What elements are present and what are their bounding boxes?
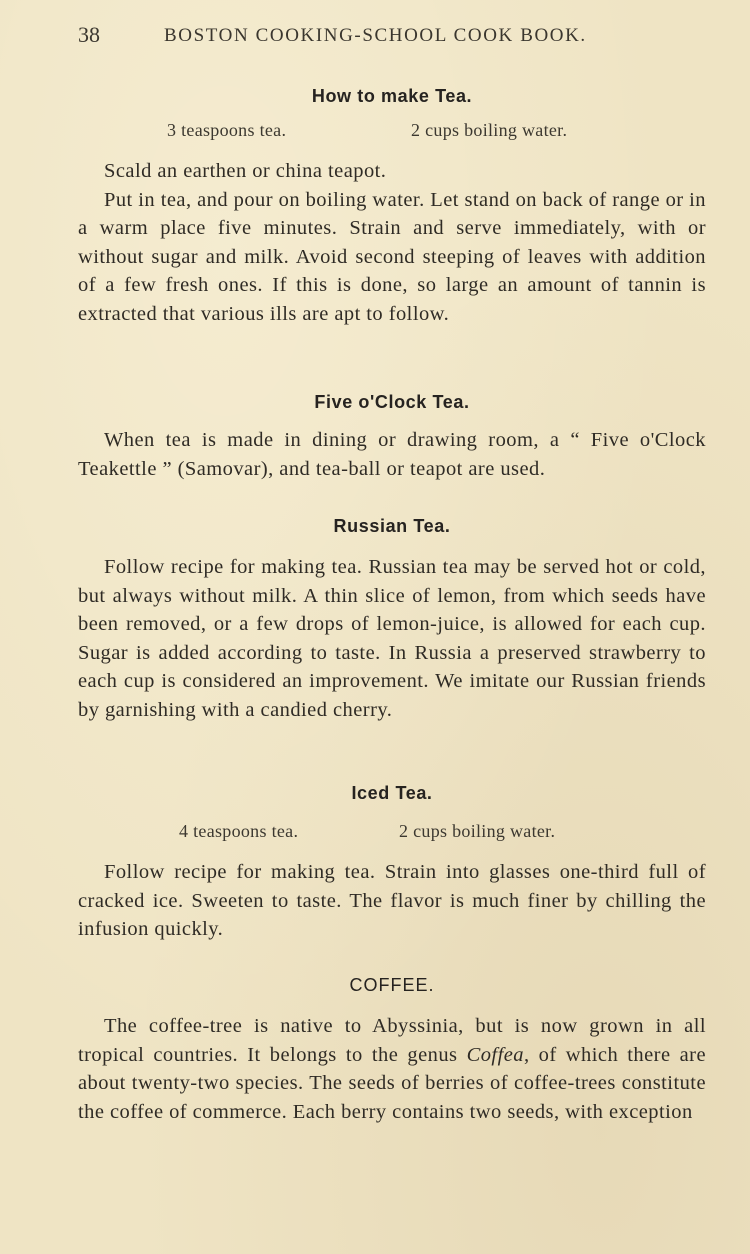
body-five-oclock-tea bbox=[78, 426, 706, 483]
paragraph-iced-tea: Follow recipe for making tea. Strain into glasses one-third full of cracked ice. Sweeten to taste. The flavor is much finer by chilling the infusion quickly. bbox=[78, 861, 706, 941]
book-title: BOSTON COOKING-SCHOOL COOK BOOK. bbox=[164, 25, 587, 46]
section-heading-how-to-make-tea: How to make Tea. bbox=[311, 86, 473, 106]
body-coffee bbox=[78, 1012, 706, 1126]
ingredient-water: 2 cups boiling water. bbox=[399, 821, 556, 841]
page-number: 38 bbox=[78, 22, 100, 47]
section-heading-russian-tea: Russian Tea. bbox=[333, 516, 451, 536]
ingredient-tea: 3 teaspoons tea. bbox=[167, 120, 287, 140]
paragraph-five-oclock-tea: When tea is made in dining or drawing room, a “ Five o'Clock Teakettle ” (Samovar), and tea-ball or teapot are used. bbox=[78, 429, 706, 480]
paragraph-scald-teapot: Scald an earthen or china teapot. bbox=[104, 160, 387, 182]
section-heading-five-oclock-tea: Five o'Clock Tea. bbox=[314, 392, 470, 412]
paragraph-steeping: Put in tea, and pour on boiling water. Let stand on back of range or in a warm place five minutes. Strain and serve immediately, with or without sugar and milk. Avoid second steeping of leaves with addition of a few fresh ones. If this is done, so large an amount of tannin is extracted that various ills are apt to follow. bbox=[78, 188, 706, 325]
coffee-text-start: The coffee-tree is native to Abyssinia, but is now grown in all tropical countries. It belongs to the genus bbox=[78, 1015, 706, 1066]
body-russian-tea bbox=[78, 553, 706, 725]
section-heading-iced-tea: Iced Tea. bbox=[351, 783, 433, 803]
ingredient-water: 2 cups boiling water. bbox=[411, 120, 568, 140]
section-heading-coffee: COFFEE. bbox=[349, 975, 435, 995]
paragraph-russian-tea: Follow recipe for making tea. Russian tea may be served hot or cold, but always without milk. A thin slice of lemon, from which seeds have been removed, or a few drops of lemon-juice, is allowed for each cup. Sugar is added according to taste. In Russia a preserved strawberry to each cup is considered an improvement. We imitate our Russian friends by garnishing with a candied cherry. bbox=[78, 556, 706, 721]
coffee-genus: Coffea bbox=[466, 1043, 524, 1066]
ingredient-tea: 4 teaspoons tea. bbox=[179, 821, 299, 841]
paragraph-coffee bbox=[78, 1012, 706, 1126]
running-head bbox=[78, 22, 706, 50]
coffee-text-end: , of which there are about twenty-two species. The seeds of berries of coffee-trees constitute the coffee of commerce. Each berry contains two seeds, with exception bbox=[78, 1043, 707, 1123]
body-iced-tea bbox=[78, 858, 706, 944]
body-how-to-make-tea bbox=[78, 157, 706, 329]
